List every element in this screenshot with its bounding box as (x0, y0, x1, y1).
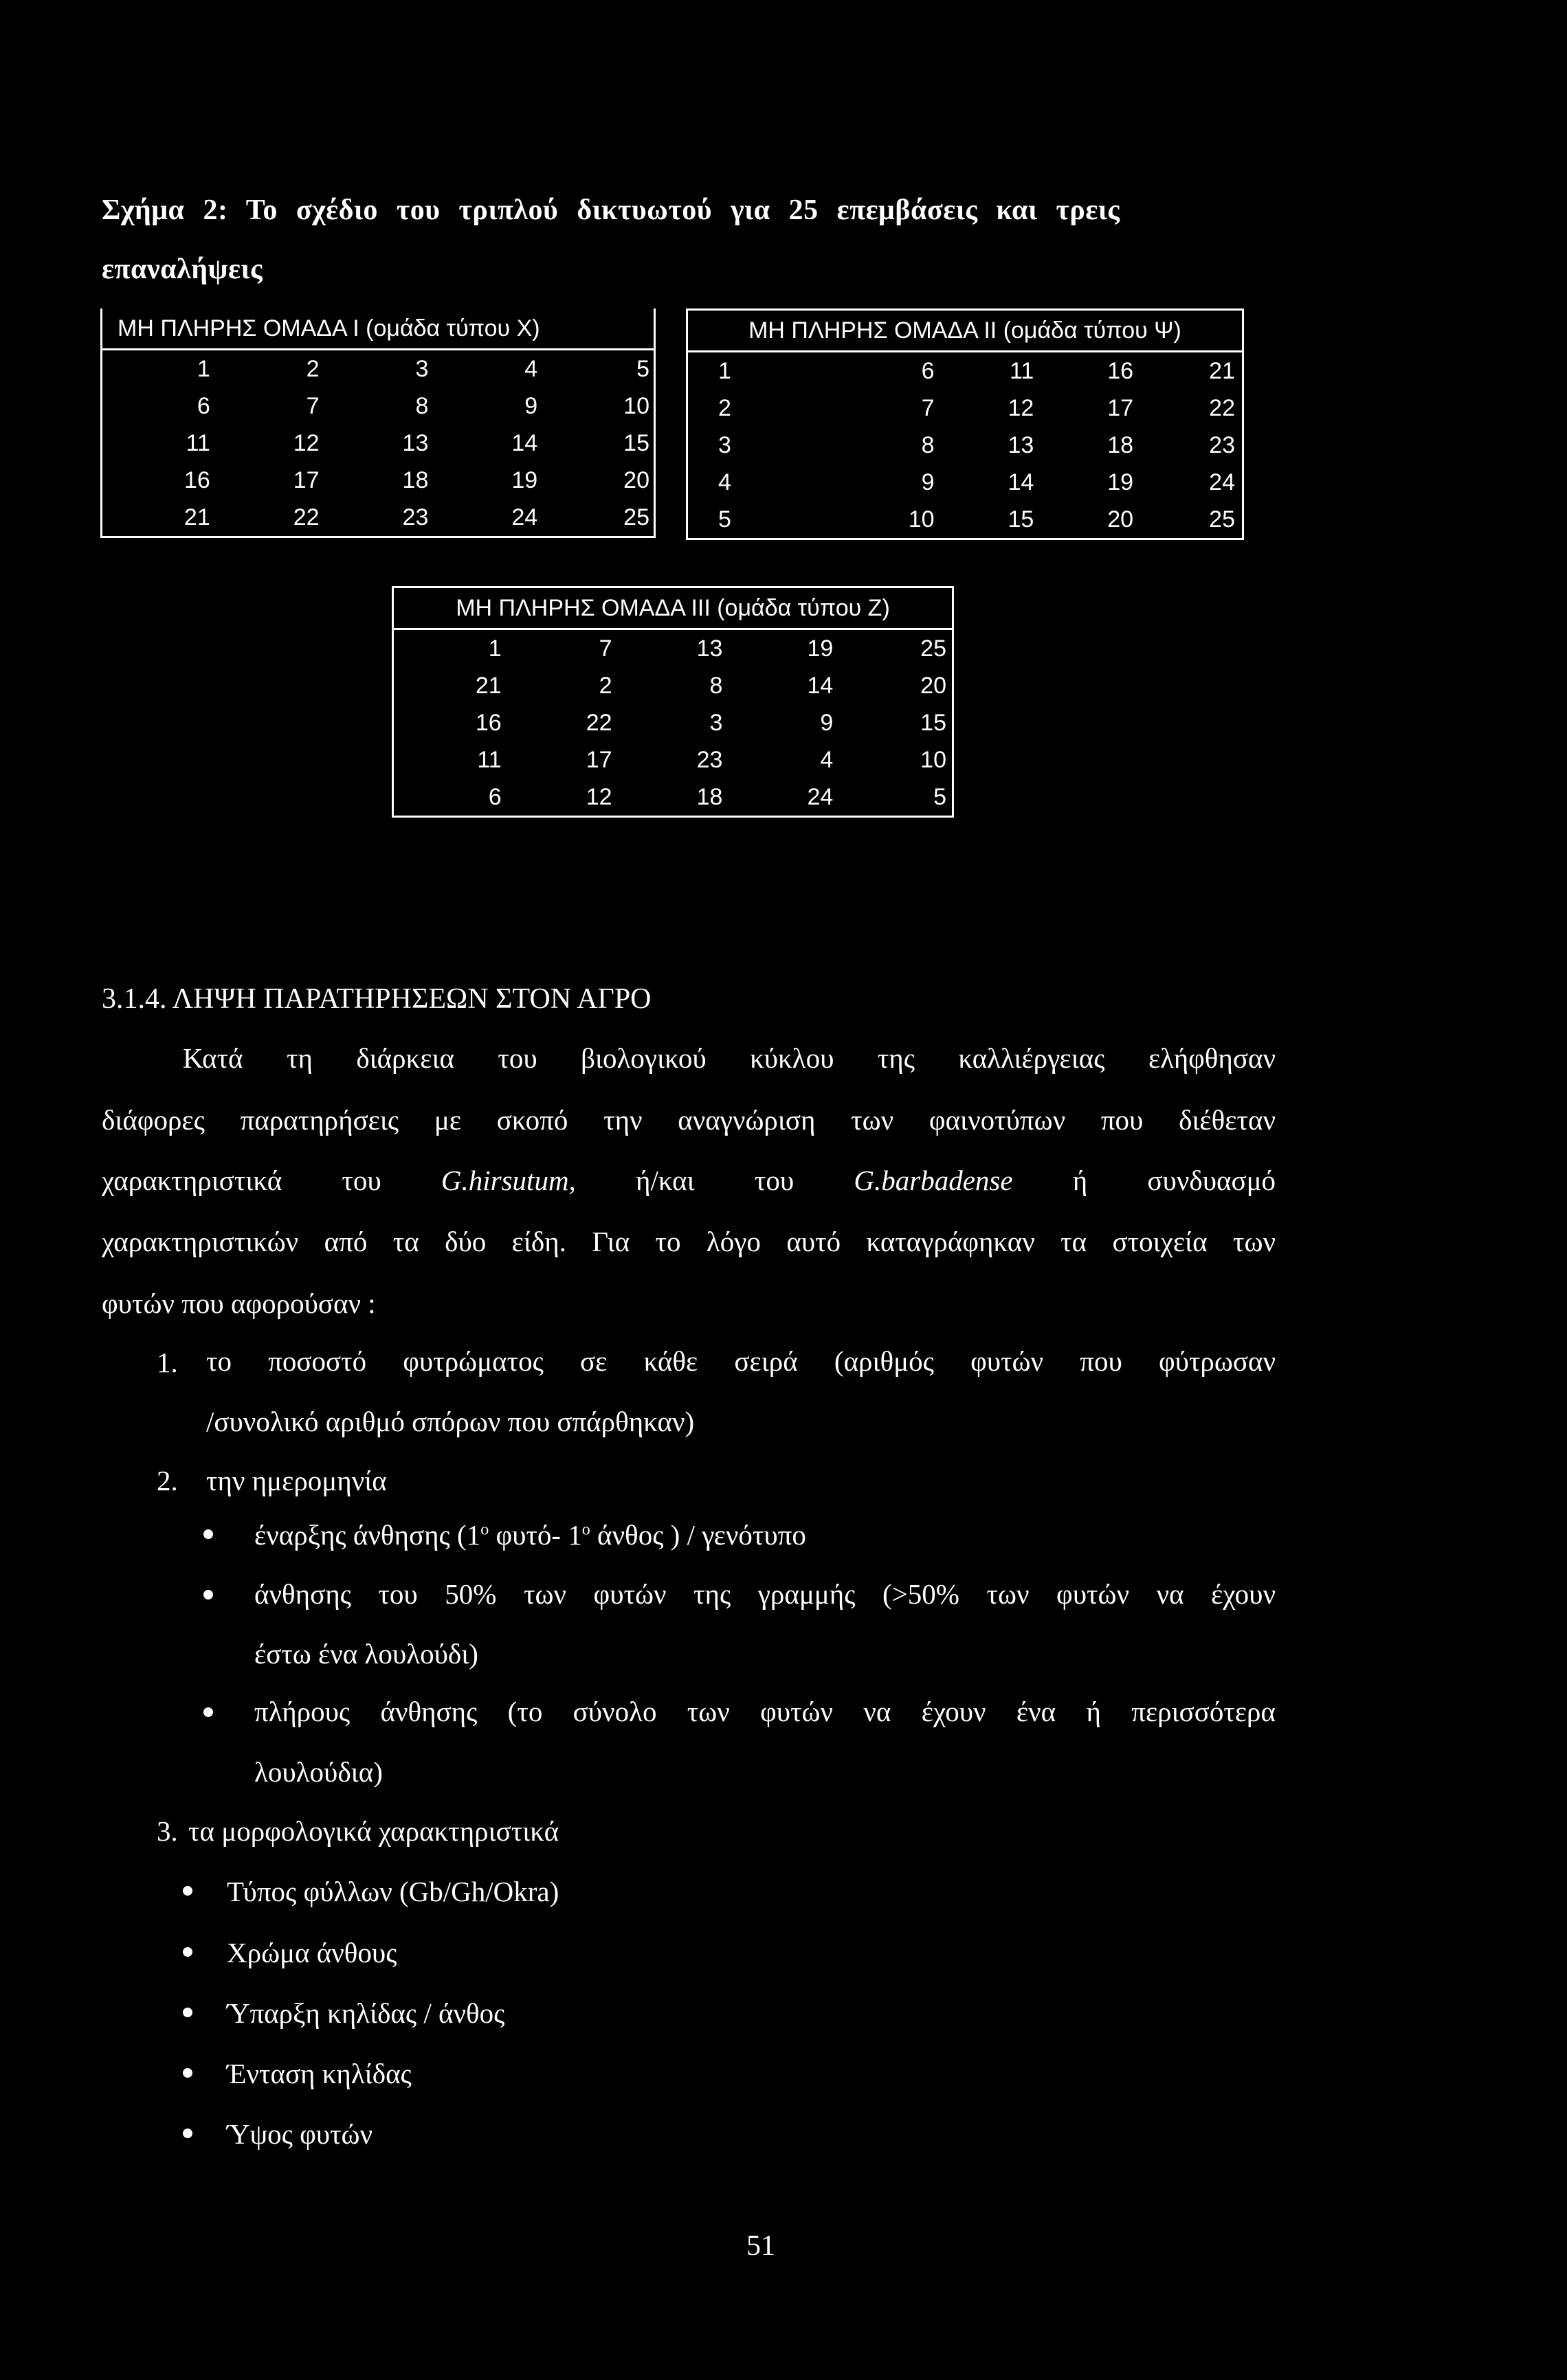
table-row (393, 778, 953, 817)
table-cell: 13 (402, 429, 429, 456)
bullet-icon (183, 1947, 192, 1957)
table-group-1 (100, 308, 656, 538)
table-row (102, 350, 655, 388)
table-cell: 21 (184, 504, 210, 530)
table-cell: 12 (586, 783, 612, 810)
list-item: την ημερομηνία (206, 1465, 387, 1496)
table-cell: 1 (488, 635, 502, 662)
paragraph-text: χαρακτηριστικά του (102, 1165, 381, 1196)
table-cell: 22 (586, 709, 612, 736)
morph-list-item: Ένταση κηλίδας (227, 2058, 412, 2089)
table-cell: 3 (718, 431, 731, 458)
table-cell: 6 (921, 357, 935, 384)
paragraph-line-species (102, 1165, 1276, 1195)
table-cell: 11 (1010, 357, 1034, 384)
list-number: 1. (157, 1347, 178, 1378)
table-cell: 4 (820, 746, 834, 773)
table-cell: 20 (623, 467, 649, 493)
table-cell: 23 (1209, 431, 1235, 458)
table-cell: 2 (718, 394, 731, 421)
table-row (687, 464, 1243, 501)
table-cell: 24 (511, 504, 538, 530)
table-cell: 17 (293, 467, 320, 493)
table-cell: 10 (908, 506, 935, 532)
table-cell: 7 (306, 392, 320, 419)
table-cell: 17 (586, 746, 612, 773)
table-cell: 2 (599, 672, 612, 699)
table-cell: 21 (475, 672, 502, 699)
paragraph-line: διάφορες παρατηρήσεις με σκοπό την αναγνώριση των φαινοτύπων που διέθεταν (102, 1104, 1276, 1136)
table-row (393, 667, 953, 704)
table-cell: 25 (920, 635, 946, 662)
morph-list-item: Ύπαρξη κηλίδας / άνθος (227, 1997, 505, 2029)
table-cell: 22 (1209, 394, 1235, 421)
table-row (102, 499, 655, 537)
table-group-2 (686, 308, 1244, 540)
table-cell: 25 (623, 504, 649, 530)
table-cell: 4 (718, 469, 731, 495)
paragraph-line: Κατά τη διάρκεια του βιολογικού κύκλου της καλλιέργειας ελήφθησαν (183, 1042, 1276, 1074)
table-cell: 18 (696, 783, 723, 810)
bullet-icon (183, 2129, 192, 2138)
table-cell: 1 (718, 357, 731, 384)
figure-caption-line-2: επαναλήψεις (102, 254, 263, 285)
table-cell: 14 (807, 672, 834, 699)
table-cell: 3 (709, 709, 723, 736)
table-cell: 3 (415, 355, 429, 382)
bullet-icon (203, 1707, 213, 1717)
table-cell: 18 (1107, 431, 1134, 458)
table-cell: 15 (920, 709, 946, 736)
table-cell: 13 (1008, 431, 1034, 458)
table-cell: 17 (1107, 394, 1134, 421)
page-number: 51 (746, 2230, 775, 2262)
table-cell: 14 (1008, 469, 1034, 495)
list-number: 3. (157, 1815, 178, 1847)
table-cell: 16 (475, 709, 502, 736)
table-cell: 5 (718, 506, 731, 532)
sub-list-item: πλήρους άνθησης (το σύνολο των φυτών να έχουν ένα ή περισσότερα (254, 1696, 1276, 1727)
table-cell: 20 (920, 672, 946, 699)
table-cell: 24 (807, 783, 834, 810)
table-cell: 24 (1209, 469, 1235, 495)
table-cell: 4 (524, 355, 538, 382)
figure-caption-line-1: Σχήμα 2: Το σχέδιο του τριπλού δικτυωτού για 25 επεμβάσεις και τρεις (102, 194, 1120, 226)
table-cell: 5 (636, 355, 649, 382)
table-title-group-2: ΜΗ ΠΛΗΡΗΣ ΟΜΑΔΑ II (ομάδα τύπου Ψ) (687, 310, 1243, 352)
table-cell: 11 (186, 429, 210, 456)
table-title-group-3: ΜΗ ΠΛΗΡΗΣ ΟΜΑΔΑ III (ομάδα τύπου Ζ) (393, 587, 953, 629)
table-cell: 12 (293, 429, 320, 456)
table-cell: 23 (402, 504, 429, 530)
morph-list-item: Ύψος φυτών (227, 2118, 373, 2150)
table-cell: 7 (599, 635, 612, 662)
table-cell: 8 (921, 431, 935, 458)
superscript: ο (480, 1520, 489, 1539)
table-cell: 10 (623, 392, 649, 419)
table-cell: 5 (933, 783, 946, 810)
sub-list-text: άνθος ) / γενότυπο (590, 1519, 806, 1551)
table-row (393, 629, 953, 668)
table-cell: 11 (477, 746, 502, 773)
table-row (102, 388, 655, 425)
table-cell: 6 (488, 783, 502, 810)
table-cell: 19 (807, 635, 834, 662)
sub-list-item-continued: έστω ένα λουλούδι) (254, 1638, 478, 1670)
morph-list-item: Χρώμα άνθους (227, 1937, 397, 1968)
table-cell: 12 (1008, 394, 1034, 421)
table-cell: 9 (820, 709, 834, 736)
bullet-icon (203, 1529, 213, 1539)
table-cell: 19 (511, 467, 538, 493)
section-heading: 3.1.4. ΛΗΨΗ ΠΑΡΑΤΗΡΗΣΕΩΝ ΣΤΟΝ ΑΓΡΟ (102, 983, 652, 1015)
table-cell: 14 (511, 429, 538, 456)
table-row (687, 390, 1243, 427)
table-row (687, 501, 1243, 539)
table-cell: 20 (1107, 506, 1134, 532)
table-cell: 23 (696, 746, 723, 773)
table-row (393, 704, 953, 741)
table-row (687, 352, 1243, 390)
superscript: ο (581, 1520, 590, 1539)
table-cell: 21 (1209, 357, 1235, 384)
sub-list-text: έναρξης άνθησης (1 (254, 1519, 481, 1551)
bullet-icon (203, 1590, 213, 1599)
list-item: το ποσοστό φυτρώματος σε κάθε σειρά (αριθμός φυτών που φύτρωσαν (206, 1345, 1276, 1377)
table-row (102, 462, 655, 499)
table-row (687, 427, 1243, 464)
bullet-icon (183, 2008, 192, 2017)
table-cell: 8 (709, 672, 723, 699)
table-title-group-1: ΜΗ ΠΛΗΡΗΣ ΟΜΑΔΑ I (ομάδα τύπου Χ) (102, 308, 655, 350)
sub-list-item (254, 1518, 806, 1551)
paragraph-line: χαρακτηριστικών από τα δύο είδη. Για το λόγο αυτό καταγράφηκαν τα στοιχεία των (102, 1226, 1276, 1257)
bullet-icon (183, 1886, 192, 1896)
table-group-3 (392, 586, 954, 818)
table-cell: 9 (921, 469, 935, 495)
paragraph-line: φυτών που αφορούσαν : (102, 1288, 376, 1319)
morph-list-item: Τύπος φύλλων (Gb/Gh/Okra) (227, 1876, 559, 1907)
bullet-icon (183, 2068, 192, 2078)
table-cell: 16 (1107, 357, 1134, 384)
paragraph-text: ή συνδυασμό (1072, 1165, 1276, 1196)
sub-list-item-continued: λουλούδια) (254, 1756, 383, 1788)
table-cell: 2 (306, 355, 320, 382)
table-cell: 13 (696, 635, 723, 662)
table-cell: 6 (197, 392, 210, 419)
table-row (393, 741, 953, 778)
list-item: τα μορφολογικά χαρακτηριστικά (188, 1815, 559, 1847)
paragraph-text: ή/και του (636, 1165, 794, 1196)
sub-list-text: φυτό- 1 (489, 1519, 582, 1551)
table-cell: 25 (1209, 506, 1235, 532)
species-name: G.barbadense (854, 1165, 1013, 1196)
table-cell: 19 (1107, 469, 1134, 495)
table-cell: 1 (197, 355, 210, 382)
table-cell: 15 (1008, 506, 1034, 532)
list-item-continued: /συνολικό αριθμό σπόρων που σπάρθηκαν) (206, 1406, 695, 1437)
sub-list-item: άνθησης του 50% των φυτών της γραμμής (>50% των φυτών να έχουν (254, 1578, 1276, 1610)
table-cell: 18 (402, 467, 429, 493)
table-cell: 9 (524, 392, 538, 419)
list-number: 2. (157, 1465, 178, 1496)
table-cell: 16 (184, 467, 210, 493)
table-cell: 15 (623, 429, 649, 456)
table-cell: 10 (920, 746, 946, 773)
table-row (102, 425, 655, 462)
table-cell: 8 (415, 392, 429, 419)
table-cell: 22 (293, 504, 320, 530)
table-cell: 7 (921, 394, 935, 421)
species-name: G.hirsutum, (441, 1165, 576, 1196)
